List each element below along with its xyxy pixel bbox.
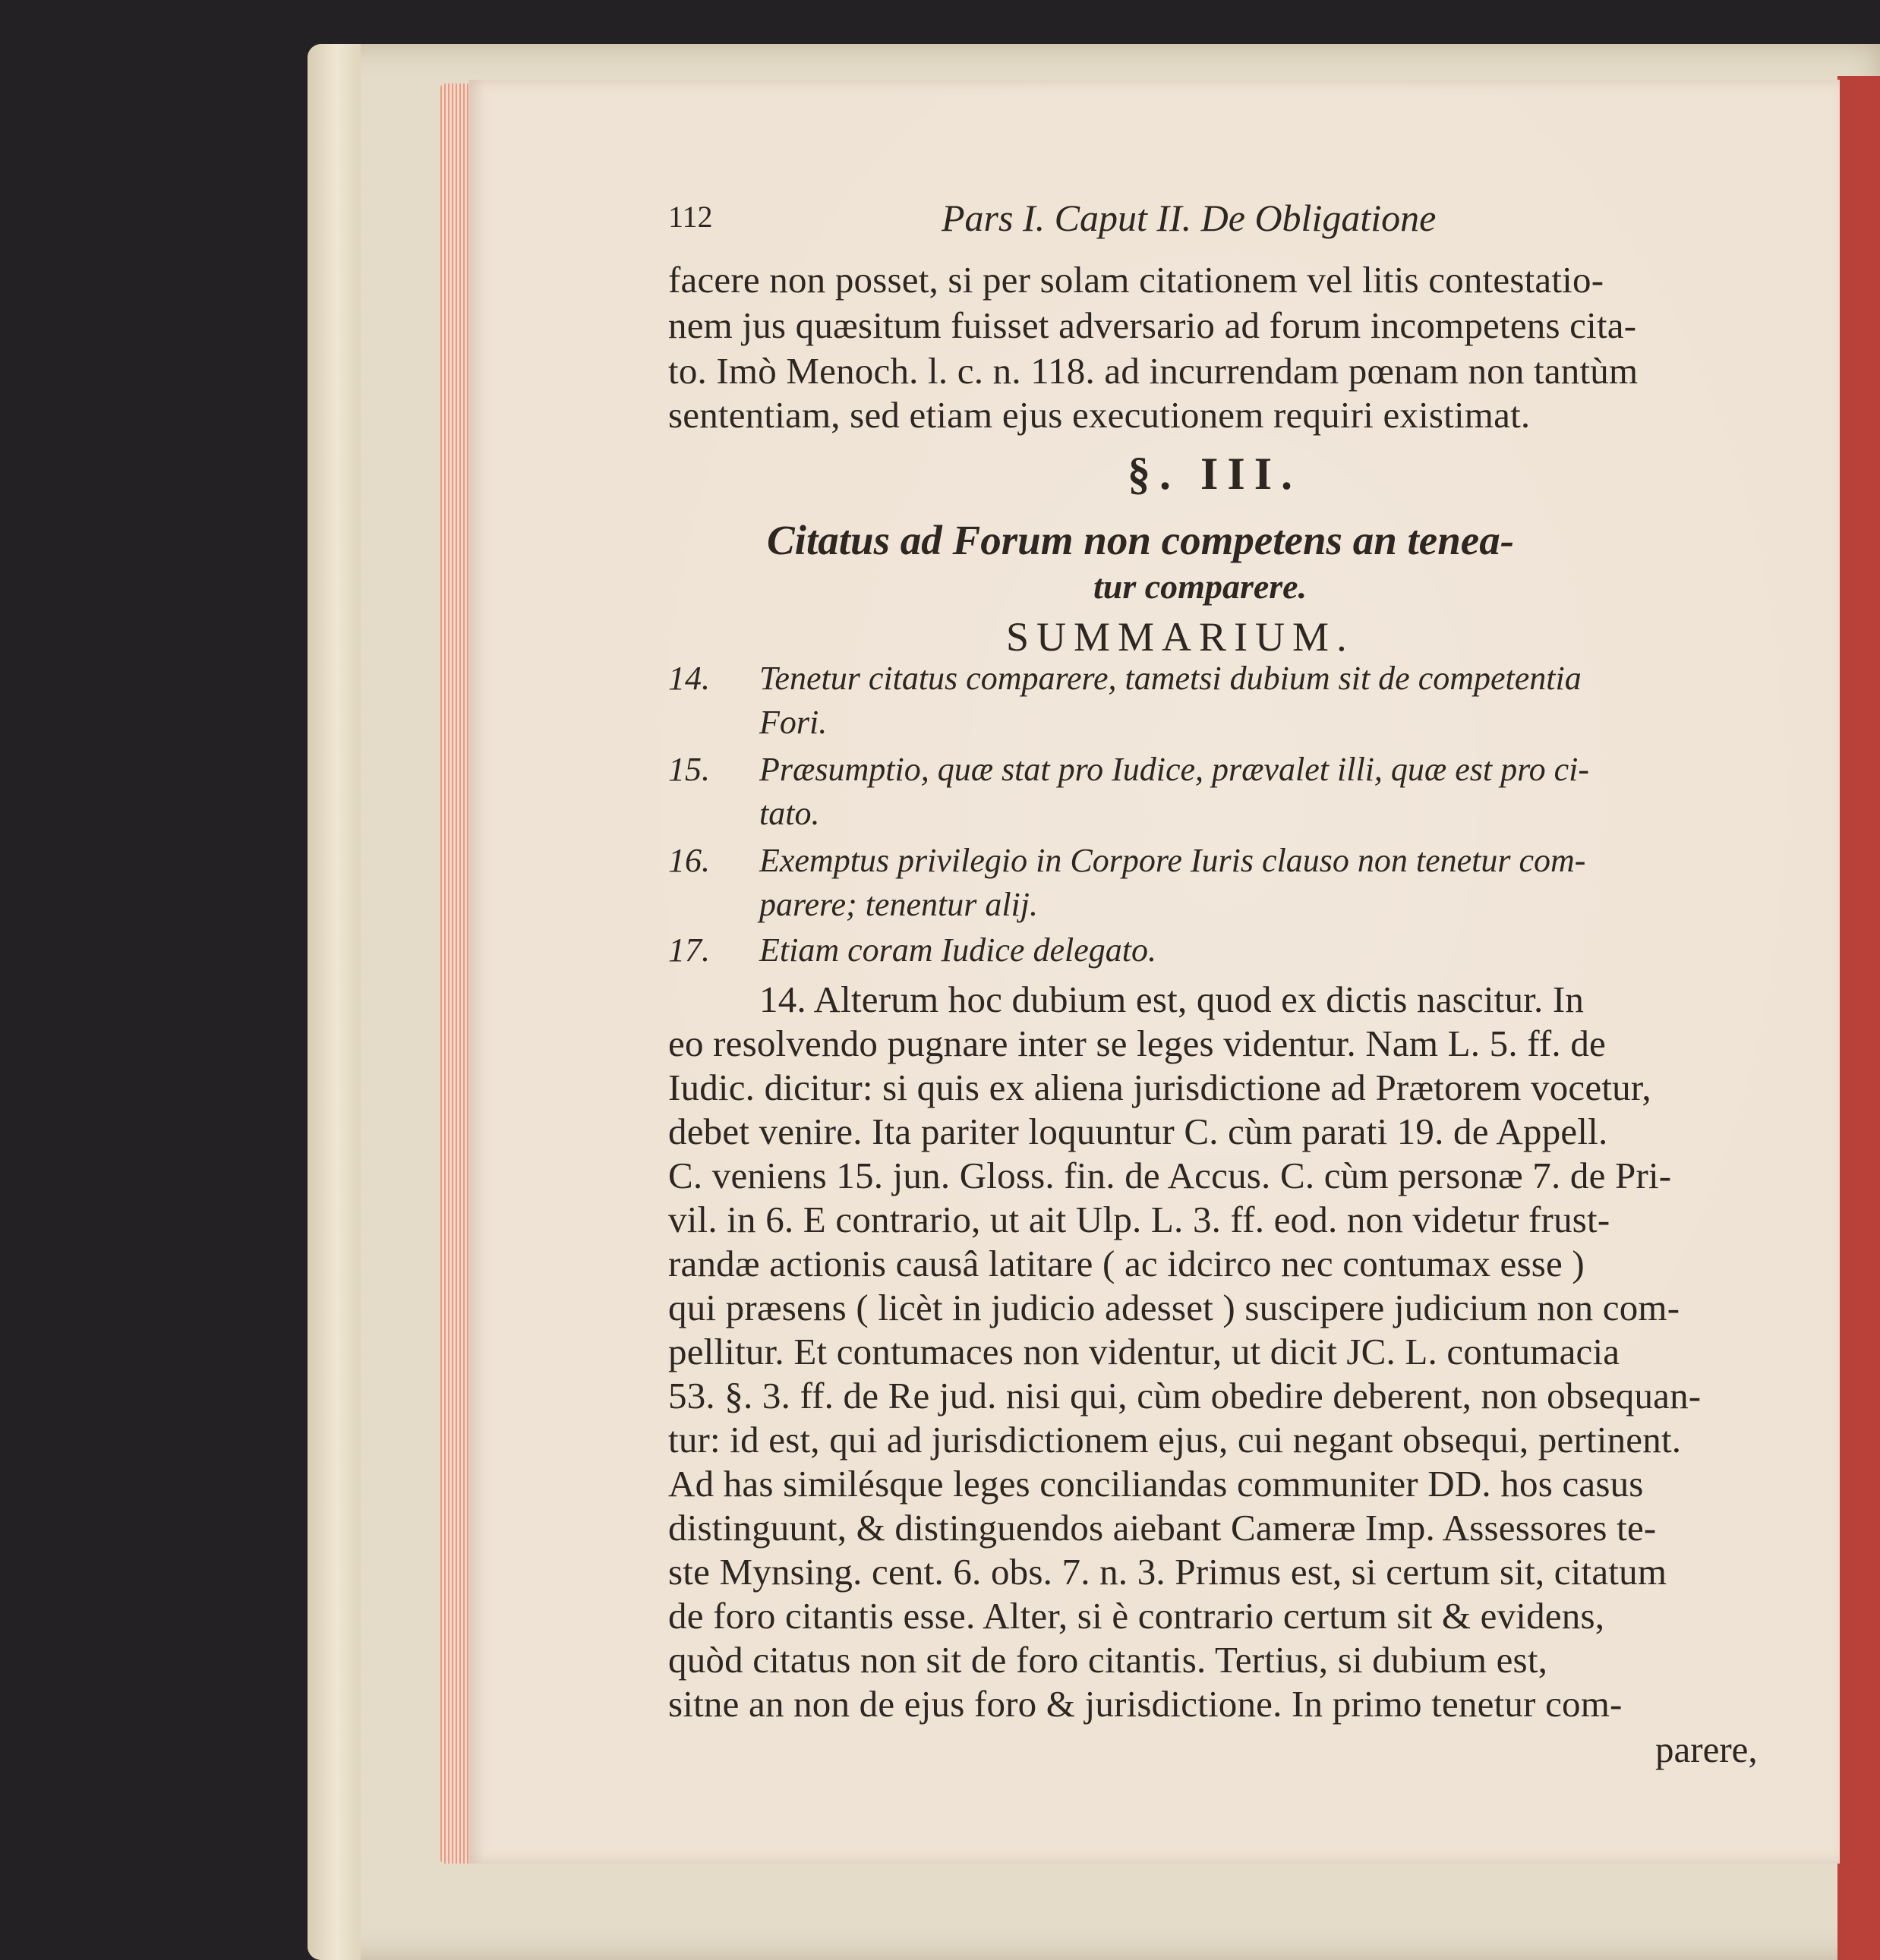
intro-line: nem jus quæsitum fuisset adversario ad forum incompetens cita- <box>668 304 1637 346</box>
summary-item-line: tato. <box>759 795 820 832</box>
book-spine-red <box>1837 76 1880 1960</box>
body-line: debet venire. Ita pariter loquuntur C. cùm parati 19. de Appell. <box>668 1111 1608 1152</box>
summary-item-line: Etiam coram Iudice delegato. <box>759 931 1156 969</box>
body-line: tur: id est, qui ad jurisdictionem ejus, cui negant obsequi, pertinent. <box>668 1419 1682 1461</box>
body-line: eo resolvendo pugnare inter se leges videntur. Nam L. 5. ff. de <box>668 1023 1606 1064</box>
page-number: 112 <box>668 200 713 234</box>
section-title-line2: tur comparere. <box>1093 567 1307 606</box>
page-edges <box>440 84 471 1864</box>
body-line: Ad has similésque leges conciliandas communiter DD. hos casus <box>668 1463 1644 1505</box>
summary-item-line: Fori. <box>759 704 828 741</box>
body-line: C. veniens 15. jun. Gloss. fin. de Accus. C. cùm personæ 7. de Pri- <box>668 1155 1672 1196</box>
body-line: randæ actionis causâ latitare ( ac idcirco nec contumax esse ) <box>668 1243 1585 1284</box>
summary-item-number: 14. <box>668 660 710 697</box>
intro-line: to. Imò Menoch. l. c. n. 118. ad incurrendam pœnam non tantùm <box>668 350 1639 392</box>
summary-item-number: 15. <box>668 751 710 788</box>
summary-item-line: Tenetur citatus comparere, tametsi dubium sit de competentia <box>759 660 1582 697</box>
body-line: pellitur. Et contumaces non videntur, ut dicit JC. L. contumacia <box>668 1331 1620 1372</box>
body-line: Iudic. dicitur: si quis ex aliena jurisdictione ad Prætorem vocetur, <box>668 1067 1651 1108</box>
running-head: Pars I. Caput II. De Obligatione <box>942 197 1437 239</box>
summary-item-line: Præsumptio, quæ stat pro Iudice, prævalet illi, quæ est pro ci- <box>759 751 1590 788</box>
summary-heading: SUMMARIUM. <box>1006 614 1355 660</box>
body-line: distinguunt, & distinguendos aiebant Cameræ Imp. Assessores te- <box>668 1507 1657 1549</box>
catchword: parere, <box>1655 1728 1758 1770</box>
body-line: 53. §. 3. ff. de Re jud. nisi qui, cùm obedire deberent, non obsequan- <box>668 1375 1702 1416</box>
body-line: ste Mynsing. cent. 6. obs. 7. n. 3. Primus est, si certum sit, citatum <box>668 1551 1667 1593</box>
body-line: qui præsens ( licèt in judicio adesset ) suscipere judicium non com- <box>668 1287 1680 1328</box>
summary-item-number: 17. <box>668 931 710 969</box>
body-line: quòd citatus non sit de foro citantis. Tertius, si dubium est, <box>668 1639 1548 1681</box>
summary-item-line: parere; tenentur alij. <box>759 886 1038 923</box>
intro-line: facere non posset, si per solam citationem vel litis contestatio- <box>668 259 1604 301</box>
body-line: sitne an non de ejus foro & jurisdictione. In primo tenetur com- <box>668 1683 1623 1725</box>
summary-item-number: 16. <box>668 842 710 879</box>
section-title-line1: Citatus ad Forum non competens an tenea- <box>767 517 1515 563</box>
cover-fold <box>308 44 361 1960</box>
intro-line: sententiam, sed etiam ejus executionem requiri existimat. <box>668 394 1531 436</box>
summary-item-line: Exemptus privilegio in Corpore Iuris clauso non tenetur com- <box>759 842 1586 879</box>
section-mark: §. III. <box>1128 449 1302 499</box>
body-line: de foro citantis esse. Alter, si è contrario certum sit & evidens, <box>668 1595 1605 1637</box>
body-line: 14. Alterum hoc dubium est, quod ex dictis nascitur. In <box>759 978 1585 1020</box>
body-line: vil. in 6. E contrario, ut ait Ulp. L. 3. ff. eod. non videtur frust- <box>668 1199 1610 1240</box>
